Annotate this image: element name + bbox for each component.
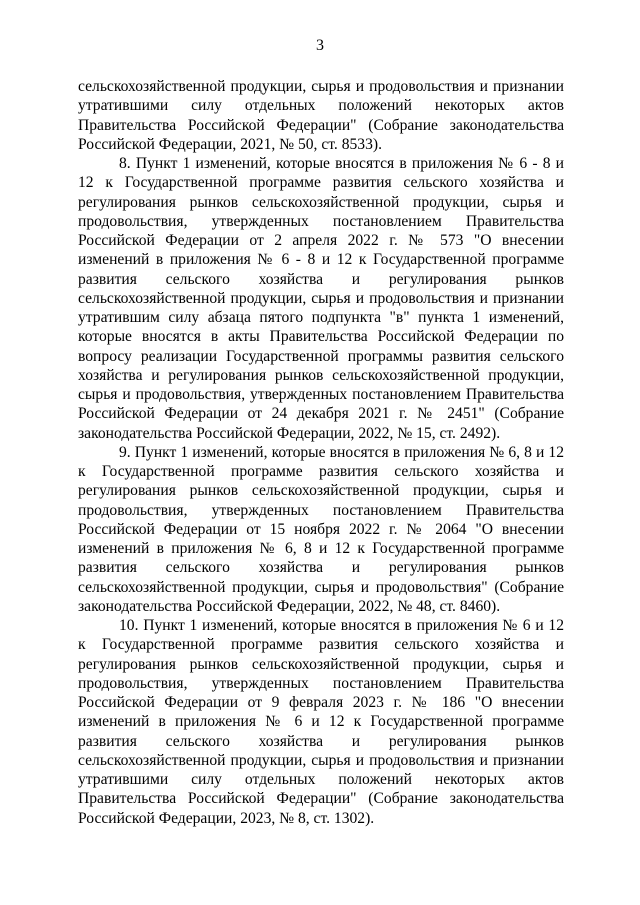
paragraph-item-10: 10. Пункт 1 изменений, которые вносятся в приложения № 6 и 12 к Государственной программе развития сельского хозяйства и регулирования рынков сельскохозяйственной продукции, сырья и продовольствия, утвержденных постановлением Правительства Российской Федерации от 9 февраля 2023 г. № 186 "О внесении изменений в приложения № 6 и 12 к Государственной программе развития сельского хозяйства и регулирования рынков сельскохозяйственной продукции, сырья и продовольствия и признании утратившими силу отдельных положений некоторых актов Правительства Российской Федерации" (Собрание законодательства Российской Федерации, 2023, № 8, ст. 1302). (78, 617, 564, 827)
paragraph-item-8: 8. Пункт 1 изменений, которые вносятся в приложения № 6 - 8 и 12 к Государственной программе развития сельского хозяйства и регулирования рынков сельскохозяйственной продукции, сырья и продовольствия, утвержденных постановлением Правительства Российской Федерации от 2 апреля 2022 г. № 573 "О внесении изменений в приложения № 6 - 8 и 12 к Государственной программе развития сельского хозяйства и регулирования рынков сельскохозяйственной продукции, сырья и продовольствия и признании утратившим силу абзаца пятого подпункта "в" пункта 1 изменений, которые вносятся в акты Правительства Российской Федерации по вопросу реализации Государственной программы развития сельского хозяйства и регулирования рынков сельскохозяйственной продукции, сырья и продовольствия, утвержденных постановлением Правительства Российской Федерации от 24 декабря 2021 г. № 2451" (Собрание законодательства Российской Федерации, 2022, № 15, ст. 2492). (78, 155, 564, 442)
paragraph-continuation: сельскохозяйственной продукции, сырья и продовольствия и признании утратившими силу отдельных положений некоторых актов Правительства Российской Федерации" (Собрание законодательства Российской Федерации, 2021, № 50, ст. 8533). (78, 78, 564, 153)
paragraph-item-9: 9. Пункт 1 изменений, которые вносятся в приложения № 6, 8 и 12 к Государственной программе развития сельского хозяйства и регулирования рынков сельскохозяйственной продукции, сырья и продовольствия, утвержденных постановлением Правительства Российской Федерации от 15 ноября 2022 г. № 2064 "О внесении изменений в приложения № 6, 8 и 12 к Государственной программе развития сельского хозяйства и регулирования рынков сельскохозяйственной продукции, сырья и продовольствия" (Собрание законодательства Российской Федерации, 2022, № 48, ст. 8460). (78, 443, 564, 615)
page-number: 3 (316, 37, 324, 54)
document-body (78, 77, 564, 828)
